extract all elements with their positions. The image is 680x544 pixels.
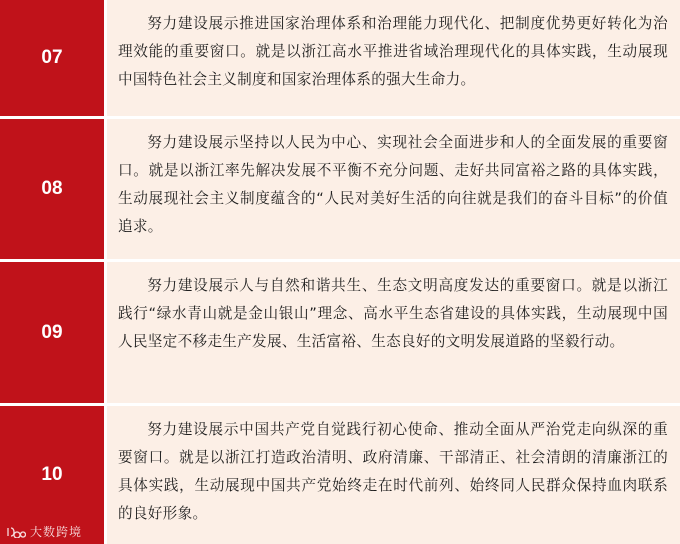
item-text: 努力建设展示人与自然和谐共生、生态文明高度发达的重要窗口。就是以浙江践行“绿水青山就是金山银山”理念、高水平生态省建设的具体实践，生动展现中国人民坚定不移走生产发展、生活富裕、生态良好的文明发展道路的坚毅行动。 [107, 262, 680, 403]
item-text: 努力建设展示推进国家治理体系和治理能力现代化、把制度优势更好转化为治理效能的重要窗口。就是以浙江高水平推进省域治理现代化的具体实践，生动展现中国特色社会主义制度和国家治理体系的强大生命力。 [107, 0, 680, 116]
dashuju-logo-icon [6, 525, 26, 538]
item-number: 09 [0, 262, 104, 403]
item-text: 努力建设展示坚持以人民为中心、实现社会全面进步和人的全面发展的重要窗口。就是以浙江率先解决发展不平衡不充分问题、走好共同富裕之路的具体实践，生动展现社会主义制度蕴含的“人民对美好生活的向往就是我们的奋斗目标”的价值追求。 [107, 119, 680, 259]
item-text: 努力建设展示中国共产党自觉践行初心使命、推动全面从严治党走向纵深的重要窗口。就是以浙江打造政治清明、政府清廉、干部清正、社会清朗的清廉浙江的具体实践，生动展现中国共产党始终走在时代前列、始终同人民群众保持血肉联系的良好形象。 [107, 406, 680, 544]
watermark [6, 523, 82, 540]
watermark-text: 大数跨境 [30, 525, 83, 539]
list-item [0, 262, 680, 403]
item-number: 10 [0, 406, 104, 544]
item-number: 07 [0, 0, 104, 116]
list-item [0, 119, 680, 259]
list-item [0, 0, 680, 116]
item-number: 08 [0, 119, 104, 259]
list-item [0, 406, 680, 544]
